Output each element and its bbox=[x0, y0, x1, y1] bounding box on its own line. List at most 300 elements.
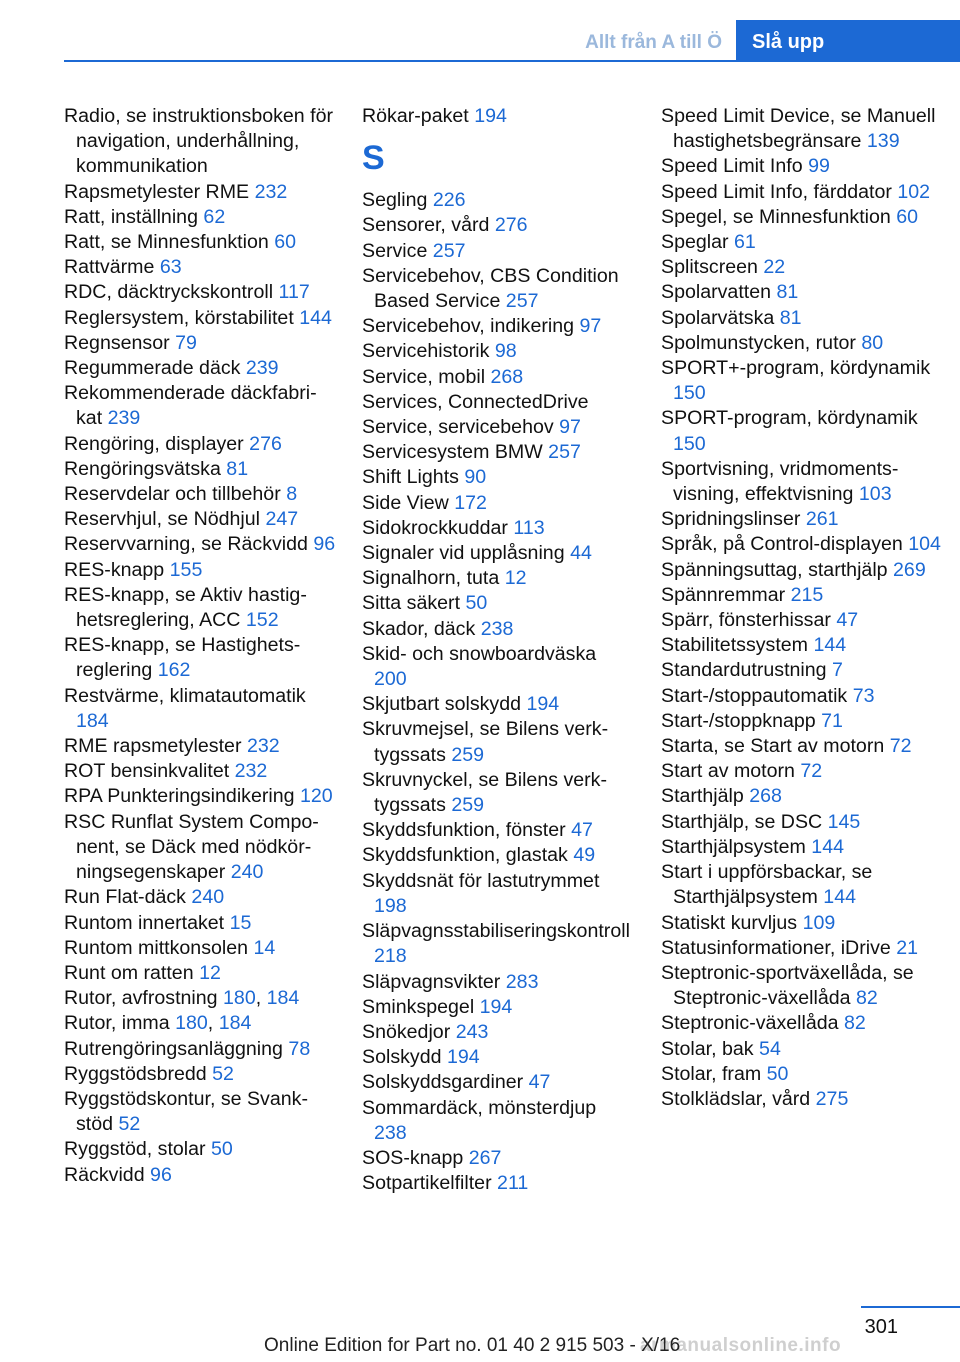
index-entry bbox=[64, 961, 336, 986]
index-entry bbox=[661, 457, 951, 507]
page-link[interactable]: 232 bbox=[254, 180, 288, 203]
index-entry bbox=[64, 1011, 336, 1036]
index-column-2 bbox=[362, 104, 634, 1196]
page-link[interactable]: 109 bbox=[802, 911, 836, 934]
index-entry bbox=[661, 810, 951, 835]
index-entry bbox=[64, 306, 336, 331]
index-entry bbox=[661, 356, 951, 406]
index-entry bbox=[661, 608, 951, 633]
page-link[interactable]: 194 bbox=[446, 1046, 480, 1069]
page-link[interactable]: 240 bbox=[191, 886, 225, 909]
index-term: Shift Lights bbox=[362, 466, 459, 489]
page-link[interactable]: 259 bbox=[451, 794, 485, 817]
page-link[interactable]: 98 bbox=[494, 340, 517, 363]
page-link[interactable]: 198 bbox=[374, 894, 407, 917]
page-link[interactable]: 97 bbox=[579, 315, 602, 338]
index-entry bbox=[362, 1020, 634, 1045]
index-entry bbox=[661, 406, 951, 456]
page-link[interactable]: 152 bbox=[245, 609, 279, 632]
index-term: Sommardäck, mönsterdjup bbox=[362, 1096, 597, 1119]
index-term: Starta, se Start av motorn bbox=[661, 735, 885, 758]
page-link[interactable]: 180 bbox=[175, 1012, 208, 1035]
page-link[interactable]: 238 bbox=[480, 617, 514, 640]
index-term: Start-/stoppautomatik bbox=[661, 684, 848, 707]
index-entry bbox=[362, 717, 634, 767]
page-link[interactable]: 238 bbox=[374, 1121, 407, 1144]
index-entry bbox=[362, 365, 634, 390]
index-term: Runtom innertaket bbox=[64, 911, 225, 934]
index-term: Stolar, fram bbox=[661, 1062, 762, 1085]
index-entry bbox=[661, 280, 951, 305]
page-link[interactable]: 60 bbox=[896, 205, 919, 228]
index-term: Skyddsfunktion, fönster bbox=[362, 819, 566, 842]
index-term: Side View bbox=[362, 491, 449, 514]
index-entry bbox=[64, 986, 336, 1011]
index-entry bbox=[362, 491, 634, 516]
page-link[interactable]: 21 bbox=[896, 936, 919, 959]
index-term: Skyddsfunktion, glastak bbox=[362, 844, 568, 867]
index-entry bbox=[362, 995, 634, 1020]
index-entry bbox=[362, 768, 634, 818]
index-term: Spegel, se Minnesfunktion bbox=[661, 205, 891, 228]
page-link[interactable]: 49 bbox=[573, 844, 596, 867]
index-term: Stolar, bak bbox=[661, 1037, 754, 1060]
index-entry bbox=[64, 1163, 336, 1188]
index-entry bbox=[362, 390, 634, 415]
page-link[interactable]: 22 bbox=[763, 256, 786, 279]
index-entry bbox=[64, 180, 336, 205]
index-term: Service, mobil bbox=[362, 365, 486, 388]
index-letter-heading: S bbox=[362, 139, 385, 178]
index-entry bbox=[661, 306, 951, 331]
index-entry bbox=[64, 1087, 336, 1137]
page-link[interactable]: 73 bbox=[852, 684, 875, 707]
index-entry bbox=[661, 180, 951, 205]
index-entry bbox=[661, 734, 951, 759]
page-link[interactable]: 99 bbox=[808, 155, 830, 178]
index-term: Service, servicebehov bbox=[362, 416, 554, 439]
index-entry bbox=[362, 1171, 634, 1196]
index-entry bbox=[64, 482, 336, 507]
index-term: Skruvmejsel, se Bilens verktygssats bbox=[362, 718, 609, 766]
page-link[interactable]: 113 bbox=[513, 516, 545, 539]
index-entry bbox=[64, 356, 336, 381]
index-entry bbox=[362, 1045, 634, 1070]
page-link[interactable]: 7 bbox=[832, 659, 843, 682]
index-term: Ryggstödskontur, se Svankstöd bbox=[64, 1087, 308, 1136]
page-link[interactable]: 162 bbox=[157, 659, 191, 682]
page-link[interactable]: 215 bbox=[790, 583, 824, 606]
page-link[interactable]: 267 bbox=[468, 1146, 502, 1169]
page-link[interactable]: 97 bbox=[559, 416, 581, 439]
page-link[interactable]: 184 bbox=[266, 987, 300, 1010]
index-term: RDC, däcktryckskontroll bbox=[64, 281, 274, 304]
page-link[interactable]: 194 bbox=[474, 105, 507, 127]
page-link[interactable]: 218 bbox=[374, 945, 407, 968]
index-entry bbox=[362, 970, 634, 995]
page-link[interactable]: 257 bbox=[432, 239, 466, 262]
index-term: Signalhorn, tuta bbox=[362, 567, 500, 590]
page-link[interactable]: 14 bbox=[253, 936, 276, 959]
index-term: Regnsensor bbox=[64, 331, 170, 354]
index-entry bbox=[661, 1037, 951, 1062]
index-entry bbox=[64, 104, 336, 180]
index-term: Solskydd bbox=[362, 1046, 442, 1069]
index-term: Runtom mittkonsolen bbox=[64, 936, 249, 959]
page-link[interactable]: 117 bbox=[278, 281, 310, 304]
page-link[interactable]: 283 bbox=[505, 970, 539, 993]
index-term: Skyddsnät för lastutrymmet bbox=[362, 869, 600, 892]
page-link[interactable]: 12 bbox=[504, 567, 527, 590]
index-entry bbox=[661, 633, 951, 658]
index-entry bbox=[362, 264, 634, 314]
index-term: Rökar-paket bbox=[362, 105, 469, 127]
index-term: SPORT+-program, kördynamik bbox=[661, 357, 931, 380]
index-term: Statiskt kurvljus bbox=[661, 911, 798, 934]
page-link[interactable]: 194 bbox=[479, 995, 513, 1018]
index-entry bbox=[661, 205, 951, 230]
page-link[interactable]: 268 bbox=[490, 365, 524, 388]
index-entry bbox=[661, 961, 951, 1011]
index-term: RSC Runflat System Component, se Däck med nödkörningsegenskaper bbox=[64, 810, 319, 884]
page-link[interactable]: 269 bbox=[893, 558, 926, 581]
page-link[interactable]: 80 bbox=[861, 331, 884, 354]
index-entry bbox=[362, 541, 634, 566]
index-entry bbox=[661, 936, 951, 961]
index-entry bbox=[362, 642, 634, 692]
index-entry bbox=[362, 591, 634, 616]
page-link[interactable]: 104 bbox=[908, 533, 941, 556]
index-column-3 bbox=[661, 104, 951, 1112]
index-entry bbox=[64, 1137, 336, 1162]
page-link[interactable]: 145 bbox=[827, 810, 861, 833]
page-separator: , bbox=[207, 1012, 214, 1035]
index-term: Spännremmar bbox=[661, 583, 786, 606]
index-term: RES-knapp bbox=[64, 558, 165, 581]
index-entry bbox=[362, 188, 634, 213]
index-entry bbox=[661, 759, 951, 784]
index-entry bbox=[64, 432, 336, 457]
index-term: Språk, på Control-displayen bbox=[661, 533, 903, 556]
page-link[interactable]: 102 bbox=[897, 180, 931, 203]
page-link[interactable]: 184 bbox=[76, 709, 109, 732]
page-link[interactable]: 47 bbox=[836, 609, 859, 632]
index-entry bbox=[64, 255, 336, 280]
index-entry bbox=[661, 709, 951, 734]
page-link[interactable]: 240 bbox=[230, 861, 264, 884]
page-link[interactable]: 8 bbox=[286, 483, 298, 506]
index-entry bbox=[661, 835, 951, 860]
page-link[interactable]: 200 bbox=[374, 668, 407, 691]
page-link[interactable]: 150 bbox=[673, 432, 706, 455]
page-link[interactable]: 60 bbox=[274, 231, 296, 254]
index-term: Släpvagnsvikter bbox=[362, 970, 501, 993]
index-term: Ratt, inställning bbox=[64, 205, 198, 228]
index-entry bbox=[64, 507, 336, 532]
index-entry bbox=[661, 1087, 951, 1112]
page-link[interactable]: 275 bbox=[815, 1087, 849, 1110]
index-term: Reglersystem, körstabilitet bbox=[64, 306, 294, 329]
index-term: Rengöring, displayer bbox=[64, 432, 244, 455]
page-link[interactable]: 184 bbox=[218, 1012, 252, 1035]
index-term: Stabilitetssystem bbox=[661, 634, 809, 657]
index-entry bbox=[661, 154, 951, 179]
index-term: Segling bbox=[362, 189, 428, 212]
page-link[interactable]: 276 bbox=[494, 214, 528, 237]
index-term: RES-knapp, se Hastighetsreglering bbox=[64, 634, 301, 682]
page-link[interactable]: 78 bbox=[288, 1037, 311, 1060]
page-link[interactable]: 139 bbox=[866, 130, 900, 153]
index-term: RES-knapp, se Aktiv hastighetsreglering, ACC bbox=[64, 583, 307, 632]
index-term: Speed Limit Device, se Manuell hastighetsbegränsare bbox=[661, 105, 936, 153]
index-term: Ryggstöd, stolar bbox=[64, 1138, 206, 1161]
header-rule bbox=[64, 60, 960, 62]
index-entry bbox=[661, 255, 951, 280]
page-link[interactable]: 82 bbox=[843, 1012, 866, 1035]
page-link[interactable]: 259 bbox=[451, 743, 485, 766]
page-link[interactable]: 144 bbox=[813, 634, 847, 657]
index-column-1 bbox=[64, 104, 336, 1188]
index-term: Skjutbart solskydd bbox=[362, 693, 521, 716]
watermark: armanualsonline.info bbox=[640, 1335, 842, 1356]
page-link[interactable]: 81 bbox=[779, 306, 802, 329]
index-entry bbox=[362, 440, 634, 465]
page-link[interactable]: 243 bbox=[455, 1020, 489, 1043]
index-entry bbox=[64, 784, 336, 809]
index-term: Sensorer, vård bbox=[362, 214, 490, 237]
index-term: Rengöringsvätska bbox=[64, 457, 221, 480]
index-entry bbox=[64, 1037, 336, 1062]
index-term: Skid- och snowboardväska bbox=[362, 642, 597, 665]
page-link[interactable]: 52 bbox=[212, 1062, 234, 1085]
page-link[interactable]: 96 bbox=[150, 1163, 172, 1186]
footer-rule bbox=[861, 1306, 960, 1308]
page-link[interactable]: 257 bbox=[548, 441, 581, 464]
index-term: Rekommenderade däckfabrikat bbox=[64, 382, 317, 430]
page-link[interactable]: 79 bbox=[175, 331, 197, 354]
page-link[interactable]: 81 bbox=[226, 457, 249, 480]
page-link[interactable]: 63 bbox=[159, 256, 182, 279]
index-term: Starthjälp, se DSC bbox=[661, 810, 823, 833]
index-term: Rutrengöringsanläggning bbox=[64, 1037, 283, 1060]
index-term: Starthjälpsystem bbox=[661, 835, 806, 858]
index-entry bbox=[661, 583, 951, 608]
page-link[interactable]: 50 bbox=[766, 1062, 789, 1085]
index-entry bbox=[64, 381, 336, 431]
index-term: Reservdelar och tillbehör bbox=[64, 483, 281, 506]
index-entry bbox=[362, 1070, 634, 1095]
index-term: Sportvisning, vridmomentsvisning, effektvisning bbox=[661, 457, 899, 506]
page-link[interactable]: 268 bbox=[749, 785, 782, 808]
index-entry bbox=[64, 532, 336, 557]
index-entry bbox=[362, 314, 634, 339]
page-link[interactable]: 172 bbox=[454, 491, 487, 514]
page-link[interactable]: 257 bbox=[505, 290, 539, 313]
page-separator: , bbox=[255, 987, 262, 1010]
page-link[interactable]: 180 bbox=[223, 987, 256, 1010]
page-link[interactable]: 54 bbox=[759, 1037, 781, 1060]
section-tab[interactable] bbox=[736, 20, 960, 62]
page-link[interactable]: 81 bbox=[776, 281, 799, 304]
page-link[interactable]: 62 bbox=[203, 205, 226, 228]
index-term: Splitscreen bbox=[661, 256, 758, 279]
index-term: Spärr, fönsterhissar bbox=[661, 609, 831, 632]
index-entry bbox=[661, 507, 951, 532]
page-link[interactable]: 150 bbox=[673, 382, 706, 405]
page-link[interactable]: 120 bbox=[300, 785, 333, 808]
index-term: Statusinformationer, iDrive bbox=[661, 936, 891, 959]
section-title: Allt från A till Ö bbox=[585, 32, 722, 53]
page-link[interactable]: 144 bbox=[823, 886, 856, 909]
index-entry bbox=[362, 692, 634, 717]
index-entry bbox=[64, 936, 336, 961]
index-entry bbox=[64, 230, 336, 255]
index-entry bbox=[362, 843, 634, 868]
index-term: Räckvidd bbox=[64, 1163, 145, 1186]
section-tab-label: Slå upp bbox=[752, 31, 825, 53]
index-entry bbox=[661, 230, 951, 255]
index-term: Sotpartikelfilter bbox=[362, 1172, 492, 1195]
index-entry bbox=[661, 1011, 951, 1036]
page-link[interactable]: 232 bbox=[246, 735, 280, 758]
index-entry bbox=[64, 280, 336, 305]
page-link[interactable]: 226 bbox=[432, 189, 466, 212]
index-entry bbox=[64, 1062, 336, 1087]
index-term: Skruvnyckel, se Bilens verktygssats bbox=[362, 768, 608, 817]
index-term: Spänningsuttag, starthjälp bbox=[661, 558, 888, 581]
index-entry bbox=[362, 1146, 634, 1171]
index-term: Sminkspegel bbox=[362, 995, 475, 1018]
index-term: Sitta säkert bbox=[362, 592, 461, 615]
index-entry bbox=[661, 911, 951, 936]
index-term: Speed Limit Info, färddator bbox=[661, 180, 892, 203]
index-term: RPA Punkteringsindikering bbox=[64, 785, 295, 808]
index-term: Regummerade däck bbox=[64, 357, 241, 380]
index-entry bbox=[64, 205, 336, 230]
index-term: Start av motorn bbox=[661, 760, 795, 783]
page-link[interactable]: 90 bbox=[464, 466, 487, 489]
index-term: Sidokrockkuddar bbox=[362, 516, 508, 539]
index-entry bbox=[362, 465, 634, 490]
page-link[interactable]: 155 bbox=[169, 558, 203, 581]
page-link[interactable]: 211 bbox=[497, 1172, 529, 1195]
index-entry bbox=[362, 104, 634, 129]
index-entry bbox=[64, 734, 336, 759]
page-link[interactable]: 15 bbox=[229, 911, 252, 934]
index-entry bbox=[362, 239, 634, 264]
index-term: Reservvarning, se Räckvidd bbox=[64, 533, 308, 556]
index-term: Spolarvätska bbox=[661, 306, 775, 329]
page-link[interactable]: 144 bbox=[811, 835, 844, 858]
index-term: Service bbox=[362, 239, 428, 262]
index-entry bbox=[64, 759, 336, 784]
index-entry bbox=[362, 566, 634, 591]
index-term: Start-/stoppknapp bbox=[661, 709, 816, 732]
page-link[interactable]: 239 bbox=[107, 407, 141, 430]
page-link[interactable]: 47 bbox=[528, 1071, 551, 1094]
page-link[interactable]: 52 bbox=[118, 1113, 141, 1136]
index-term: Rutor, imma bbox=[64, 1012, 170, 1035]
index-term: Reservhjul, se Nödhjul bbox=[64, 508, 261, 531]
page-link[interactable]: 61 bbox=[734, 231, 756, 254]
index-term: Rattvärme bbox=[64, 256, 155, 279]
page-link[interactable]: 72 bbox=[889, 735, 912, 758]
index-entry bbox=[64, 583, 336, 633]
index-entry bbox=[661, 558, 951, 583]
index-term: Spolmunstycken, rutor bbox=[661, 331, 856, 354]
index-term: Snökedjor bbox=[362, 1020, 451, 1043]
index-term: Servicebehov, CBS Condition Based Service bbox=[362, 264, 619, 313]
index-term: Speed Limit Info bbox=[661, 155, 803, 178]
page-number: 301 bbox=[864, 1316, 898, 1338]
page-link[interactable]: 103 bbox=[858, 483, 892, 506]
page-link[interactable]: 96 bbox=[313, 533, 336, 556]
index-entry bbox=[64, 331, 336, 356]
index-entry bbox=[661, 684, 951, 709]
index-entry bbox=[64, 684, 336, 734]
index-entry bbox=[661, 658, 951, 683]
page-link[interactable]: 232 bbox=[234, 760, 268, 783]
index-entry bbox=[362, 339, 634, 364]
page-link[interactable]: 47 bbox=[571, 819, 593, 842]
index-entry bbox=[64, 885, 336, 910]
index-entry bbox=[661, 331, 951, 356]
index-term: Servicehistorik bbox=[362, 340, 490, 363]
index-entry bbox=[661, 104, 951, 154]
page-link[interactable]: 276 bbox=[249, 432, 282, 455]
page-link[interactable]: 261 bbox=[805, 508, 839, 531]
index-term: Rutor, avfrostning bbox=[64, 987, 218, 1010]
index-term: Servicebehov, indikering bbox=[362, 315, 575, 338]
page-link[interactable]: 50 bbox=[211, 1138, 233, 1161]
index-term: Släpvagnsstabiliseringskontroll bbox=[362, 920, 630, 943]
page-link[interactable]: 194 bbox=[526, 693, 560, 716]
index-entry bbox=[661, 860, 951, 910]
index-term: Services, ConnectedDrive bbox=[362, 390, 589, 413]
index-entry bbox=[661, 1062, 951, 1087]
page-link[interactable]: 72 bbox=[800, 760, 823, 783]
index-term: Start i uppförsbackar, se Starthjälpsystem bbox=[661, 861, 873, 909]
page-link[interactable]: 144 bbox=[299, 306, 332, 329]
page-link[interactable]: 44 bbox=[570, 542, 592, 565]
index-entry bbox=[362, 1096, 634, 1146]
page-link[interactable]: 71 bbox=[821, 709, 843, 732]
index-term: Skador, däck bbox=[362, 617, 476, 640]
page-link[interactable]: 247 bbox=[265, 508, 299, 531]
index-term: Servicesystem BMW bbox=[362, 441, 543, 464]
page-link[interactable]: 239 bbox=[245, 357, 279, 380]
index-entry bbox=[661, 784, 951, 809]
index-term: Starthjälp bbox=[661, 785, 744, 808]
index-term: Steptronic-växellåda bbox=[661, 1012, 839, 1035]
index-entry bbox=[362, 213, 634, 238]
page-link[interactable]: 82 bbox=[855, 987, 878, 1010]
index-term: Ratt, se Minnesfunktion bbox=[64, 231, 269, 254]
index-term: Restvärme, klimatautomatik bbox=[64, 684, 306, 707]
index-term: Run Flat-däck bbox=[64, 886, 186, 909]
index-term: Speglar bbox=[661, 231, 729, 254]
index-entry bbox=[661, 532, 951, 557]
page-link[interactable]: 12 bbox=[199, 961, 221, 984]
page-link[interactable]: 50 bbox=[465, 592, 488, 615]
index-term: Ryggstödsbredd bbox=[64, 1062, 207, 1085]
index-entry bbox=[362, 617, 634, 642]
index-entry bbox=[64, 810, 336, 886]
index-entry bbox=[362, 869, 634, 919]
index-term: ROT bensinkvalitet bbox=[64, 760, 230, 783]
index-entry bbox=[64, 457, 336, 482]
index-term: Signaler vid upplåsning bbox=[362, 542, 565, 565]
